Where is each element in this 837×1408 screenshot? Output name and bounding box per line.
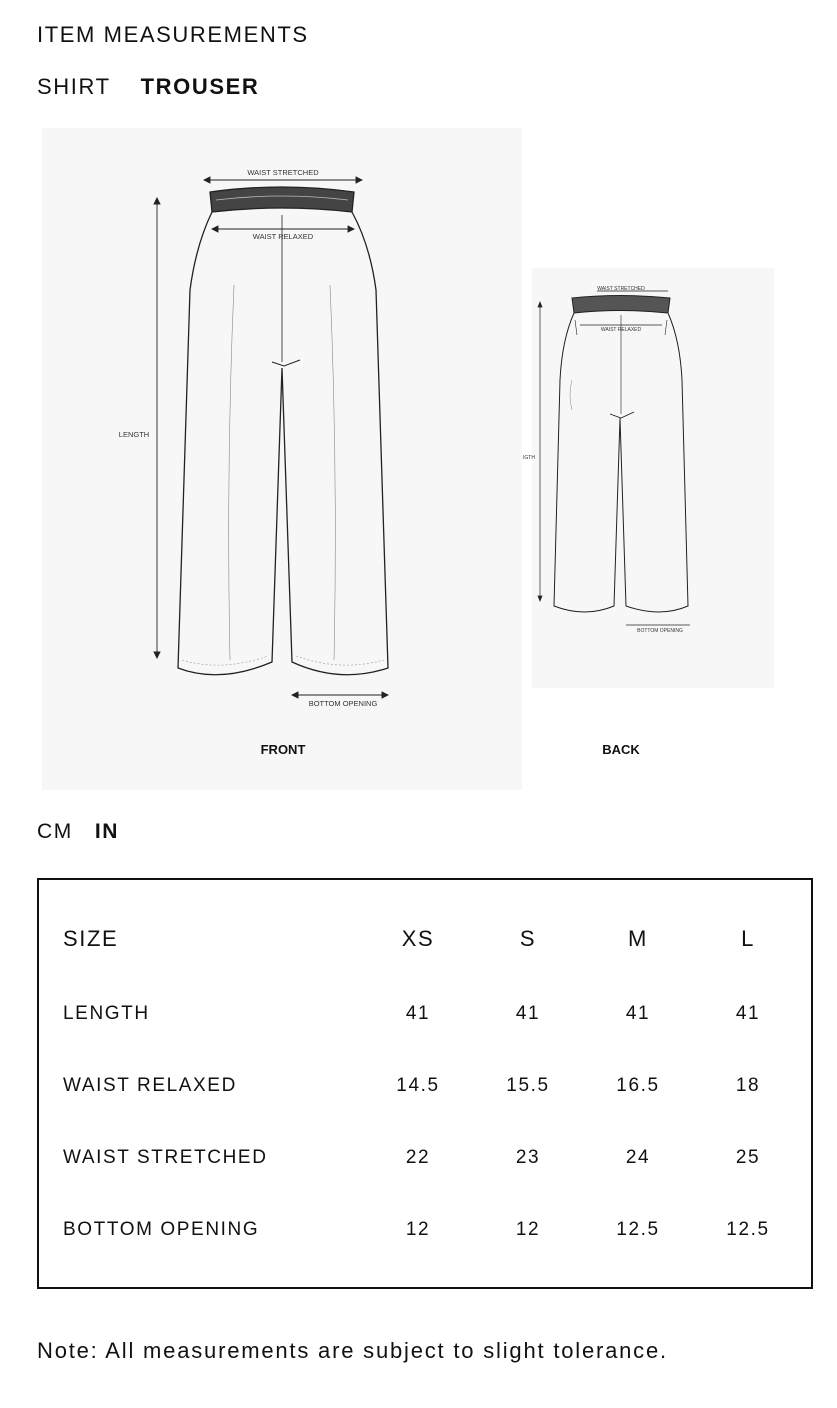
table-cell: 18 — [735, 1075, 761, 1096]
table-cell: 14.5 — [396, 1075, 440, 1096]
size-header-l: L — [741, 926, 755, 951]
table-cell: 41 — [405, 1003, 431, 1024]
table-cell: 12.5 — [726, 1219, 770, 1240]
table-cell: 41 — [625, 1003, 651, 1024]
back-view-label: BACK — [602, 742, 640, 757]
front-waist-relaxed-label: WAIST RELAXED — [252, 232, 314, 241]
table-cell: 24 — [625, 1147, 651, 1168]
table-row — [63, 1194, 803, 1266]
tab-shirt[interactable]: SHIRT — [37, 74, 111, 99]
table-cell: 25 — [735, 1147, 761, 1168]
front-length-label: LENGTH — [118, 430, 150, 439]
table-row — [63, 1122, 803, 1194]
row-label: LENGTH — [63, 1003, 150, 1024]
table-cell: 41 — [515, 1003, 541, 1024]
front-waist-stretched-label: WAIST STRETCHED — [247, 168, 319, 177]
table-row — [63, 1050, 803, 1122]
unit-tabs — [37, 820, 119, 844]
tab-trouser[interactable]: TROUSER — [140, 74, 260, 99]
table-cell: 15.5 — [506, 1075, 550, 1096]
table-cell: 12 — [515, 1219, 541, 1240]
back-waist-relaxed-label: WAIST RELAXED — [600, 327, 642, 333]
size-header-xs: XS — [401, 926, 435, 951]
trouser-diagram — [0, 120, 837, 800]
tolerance-note: Note: All measurements are subject to slight tolerance. — [37, 1338, 668, 1363]
row-label: WAIST STRETCHED — [63, 1147, 268, 1168]
row-label: BOTTOM OPENING — [63, 1219, 260, 1240]
back-bottom-opening-label: BOTTOM OPENING — [637, 628, 683, 634]
table-cell: 12.5 — [616, 1219, 660, 1240]
size-header-m: M — [628, 926, 648, 951]
table-cell: 41 — [735, 1003, 761, 1024]
size-table — [63, 900, 803, 1266]
table-row — [63, 978, 803, 1050]
front-view-label: FRONT — [260, 742, 306, 757]
size-header-label: SIZE — [63, 926, 119, 951]
unit-tab-in[interactable]: IN — [94, 820, 120, 843]
garment-tabs — [37, 74, 259, 100]
unit-tab-cm[interactable]: CM — [37, 820, 73, 843]
row-label: WAIST RELAXED — [63, 1075, 237, 1096]
back-waist-stretched-label: WAIST STRETCHED — [597, 286, 645, 292]
size-header-row — [63, 900, 803, 978]
page-title: ITEM MEASUREMENTS — [37, 22, 309, 47]
back-length-label: IGTH — [523, 455, 535, 461]
size-table-container — [37, 878, 813, 1289]
table-cell: 22 — [405, 1147, 431, 1168]
table-cell: 12 — [405, 1219, 431, 1240]
front-bottom-opening-label: BOTTOM OPENING — [308, 699, 378, 708]
table-cell: 16.5 — [616, 1075, 660, 1096]
table-cell: 23 — [515, 1147, 541, 1168]
size-header-s: S — [519, 926, 537, 951]
